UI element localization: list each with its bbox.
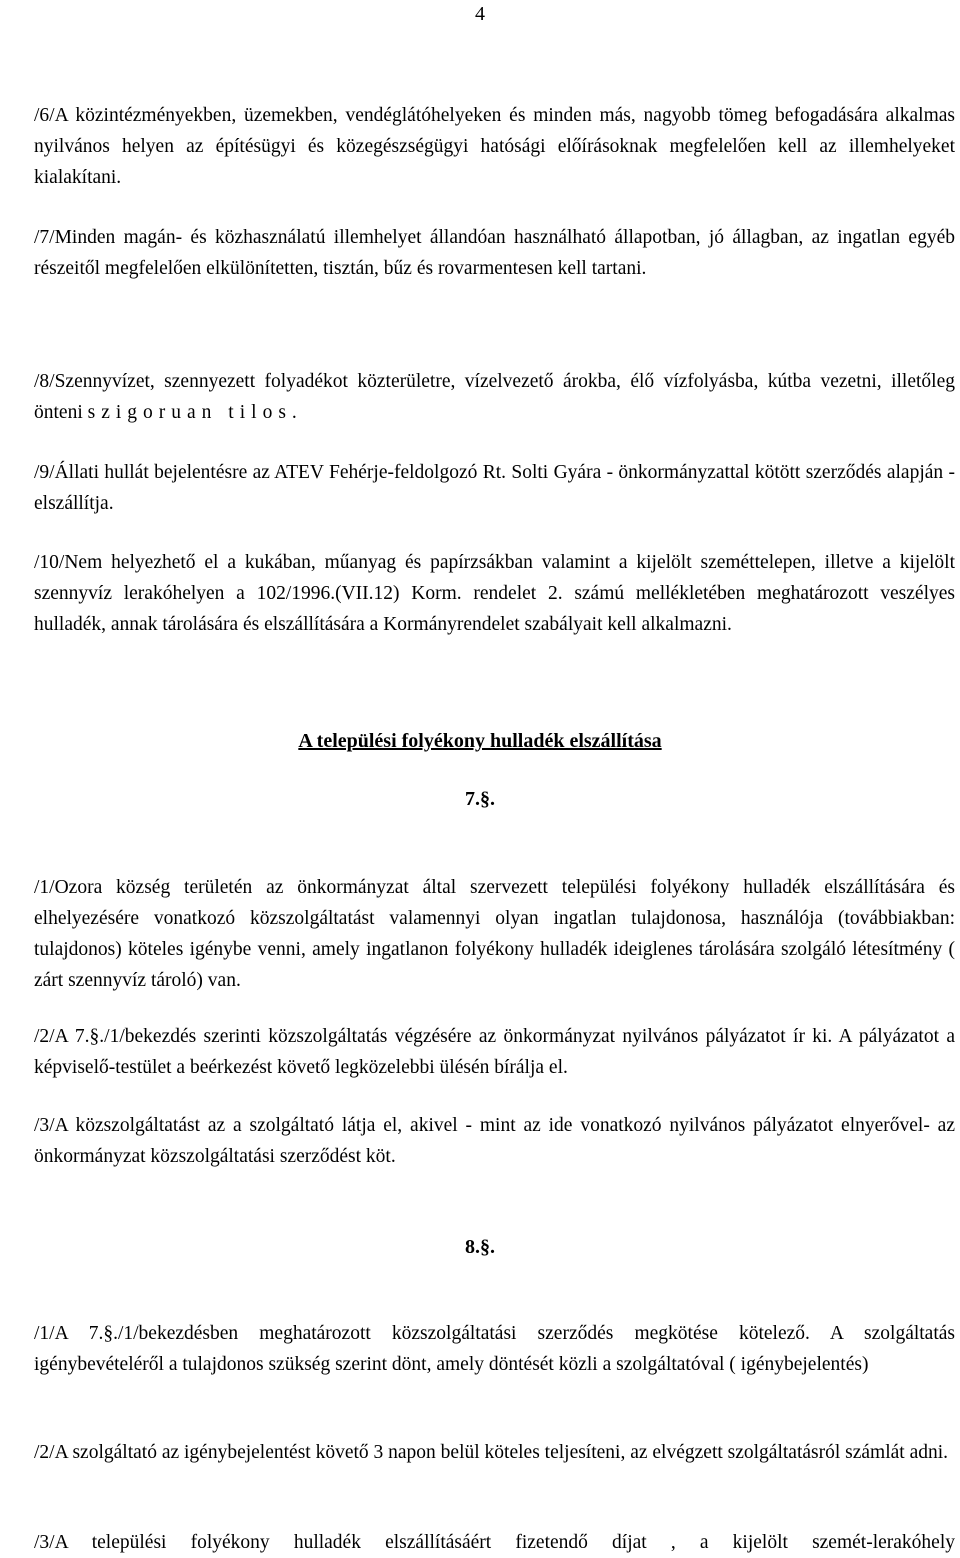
paragraph-8-text: /8/Szennyvízet, szennyezett folyadékot közterületre, vízelvezető árokba, élő vízfolyásba, kútba vezetni, illetőleg önteni — [34, 371, 955, 423]
section-title-text: A települési folyékony hulladék elszállítása — [298, 730, 662, 752]
section-title — [0, 728, 960, 754]
paragraph-7: /7/Minden magán- és közhasználatú illemhelyet állandóan használható állapotban, jó állagban, az ingatlan egyéb részeitől megfelelően elkülönítetten, tisztán, bűz és rovarmentesen kell tartani. — [34, 227, 955, 279]
paragraph-10: /10/Nem helyezhető el a kukában, műanyag és papírzsákban valamint a kijelölt szeméttelepen, illetve a kijelölt szennyvíz lerakóhelyen a 102/1996.(VII.12) Korm. rendelet 2. számú mellékletében meghatározott veszélyes hulladék, annak tárolására és elszállítására a Kormányrendelet szabályait kell alkalmazni. — [34, 552, 955, 635]
section-7-number: 7.§. — [465, 788, 495, 810]
section-8-number: 8.§. — [465, 1236, 495, 1258]
section-8-paragraph-2: /2/A szolgáltató az igénybejelentést követő 3 napon belül köteles teljesíteni, az elvégzett szolgáltatásról számlát adni. — [34, 1442, 949, 1463]
paragraph-6: /6/A közintézményekben, üzemekben, vendéglátóhelyeken és minden más, nagyobb tömeg befogadására alkalmas nyilvános helyen az építésügyi és közegészségügyi hatósági előírásoknak megfelelően kell az illemhelyeket kialakítani. — [34, 105, 955, 188]
section-8-paragraph-3: /3/A települési folyékony hulladék elszállításáért fizetendő díjat , a kijelölt szemét-lerakóhely — [34, 1532, 955, 1553]
page-number: 4 — [475, 3, 485, 25]
section-7-paragraph-1: /1/Ozora község területén az önkormányzat által szervezett települési folyékony hulladék elszállítására és elhelyezésére vonatkozó közszolgáltatást valamennyi olyan ingatlan tulajdonosa, használója (továbbiakban: tulajdonos) köteles igénybe venni, amely ingatlanon folyékony hulladék ideiglenes tárolására szolgáló létesítmény ( zárt szennyvíz tároló) van. — [34, 877, 955, 991]
section-8-paragraph-1: /1/A 7.§./1/bekezdésben meghatározott közszolgáltatási szerződés megkötése kötelező. A szolgáltatás igénybevételéről a tulajdonos szükség szerint dönt, amely döntését közli a szolgáltatóval ( igénybejelentés) — [34, 1323, 955, 1375]
paragraph-8-emphasis: szigoruan tilos. — [87, 402, 303, 423]
section-7-paragraph-3: /3/A közszolgáltatást az a szolgáltató látja el, akivel - mint az ide vonatkozó nyilvános pályázatot elnyerővel- az önkormányzat közszolgáltatási szerződést köt. — [34, 1115, 955, 1167]
section-7-paragraph-2: /2/A 7.§./1/bekezdés szerinti közszolgáltatás végzésére az önkormányzat nyilvános pályázatot ír ki. A pályázatot a képviselő-testület a beérkezést követő legközelebbi ülésén bírálja el. — [34, 1026, 955, 1078]
paragraph-9: /9/Állati hullát bejelentésre az ATEV Fehérje-feldolgozó Rt. Solti Gyára - önkormányzattal kötött szerződés alapján - elszállítja. — [34, 462, 955, 514]
paragraph-8 — [34, 366, 955, 428]
